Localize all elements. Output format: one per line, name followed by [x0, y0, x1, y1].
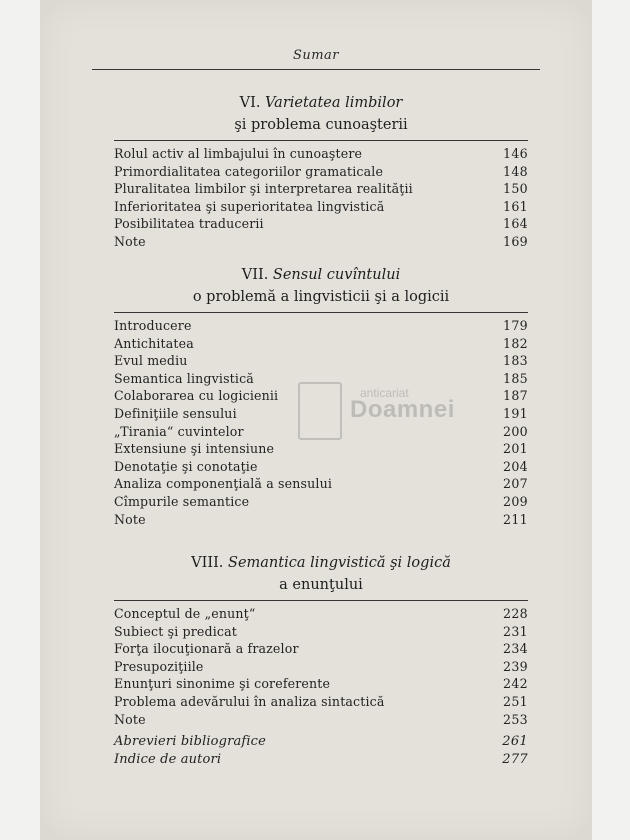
entry-title: Problema adevărului în analiza sintactică	[114, 693, 385, 709]
watermark-logo	[298, 378, 458, 458]
toc-entry[interactable]	[114, 163, 528, 181]
entry-page: 164	[503, 216, 528, 232]
entry-page: 148	[503, 163, 528, 179]
section-rule	[114, 600, 528, 601]
entry-page: 253	[503, 711, 528, 727]
toc-entry[interactable]	[114, 198, 528, 216]
toc-entry[interactable]	[114, 658, 528, 676]
toc-entry[interactable]	[114, 215, 528, 233]
toc-entry[interactable]	[114, 640, 528, 658]
entry-title: Pluralitatea limbilor şi interpretarea realităţii	[114, 181, 413, 197]
back-matter	[114, 733, 528, 769]
entry-page: 200	[503, 423, 528, 439]
entry-title: Note	[114, 511, 146, 527]
watermark-small-text: anticariat	[360, 386, 409, 400]
entry-title: Abrevieri bibliografice	[114, 734, 266, 749]
entry-title: Introducere	[114, 318, 192, 333]
entry-page: 150	[503, 181, 528, 197]
entry-page: 234	[503, 641, 528, 657]
toc-entry[interactable]	[114, 352, 528, 370]
section-title-line2: a enunţului	[279, 577, 363, 593]
toc-entry[interactable]	[114, 317, 528, 335]
entry-page: 169	[503, 233, 528, 249]
toc-entry[interactable]	[114, 233, 528, 251]
section-rule	[114, 140, 528, 141]
entry-title: Conceptul de „enunţ“	[114, 606, 256, 621]
section-number: VIII.	[191, 555, 224, 571]
book-page	[40, 0, 592, 840]
header-rule	[92, 69, 540, 70]
entry-page: 204	[503, 458, 528, 474]
entry-title: Extensiune şi intensiune	[114, 441, 275, 457]
entry-page: 182	[503, 335, 528, 351]
section-number: VII.	[241, 267, 269, 283]
entry-title: Antichitatea	[114, 335, 194, 351]
page-header: Sumar	[292, 48, 340, 63]
entry-page: 231	[503, 623, 528, 639]
entry-page: 242	[503, 676, 528, 692]
entry-title: Denotaţie şi conotaţie	[114, 458, 258, 474]
entry-title: Primordialitatea categoriilor gramaticale	[114, 163, 384, 179]
section-title	[114, 552, 528, 574]
section-title-line2: o problemă a lingvisticii şi a logicii	[192, 289, 450, 305]
entry-title: Posibilitatea traducerii	[114, 216, 264, 232]
entry-page: 161	[503, 198, 528, 214]
entry-page: 228	[503, 606, 528, 621]
entry-page: 146	[503, 146, 528, 161]
entry-page: 211	[503, 511, 528, 527]
entry-title: Inferioritatea şi superioritatea lingvistică	[114, 198, 385, 214]
toc-entry[interactable]	[114, 493, 528, 511]
entry-page: 207	[503, 476, 528, 492]
entry-page: 251	[503, 693, 528, 709]
entry-title: Colaborarea cu logicienii	[114, 388, 279, 404]
section-title	[114, 92, 528, 114]
toc-entry[interactable]	[114, 623, 528, 641]
entry-page: 185	[503, 370, 528, 386]
entry-title: Indice de autori	[114, 752, 222, 767]
toc-entry[interactable]	[114, 675, 528, 693]
section-title	[114, 264, 528, 286]
section-viii	[114, 552, 528, 728]
entry-title: „Tirania“ cuvintelor	[114, 423, 244, 439]
entry-page: 261	[502, 734, 528, 749]
entry-title: Definiţiile sensului	[114, 405, 237, 421]
toc-entry[interactable]	[114, 751, 528, 769]
entry-page: 201	[503, 441, 528, 457]
toc-entry[interactable]	[114, 605, 528, 623]
entry-title: Evul mediu	[114, 353, 188, 369]
section-title-line1: Sensul cuvîntului	[272, 267, 401, 283]
entry-page: 183	[503, 353, 528, 369]
entry-page: 209	[503, 493, 528, 509]
entry-page: 239	[503, 658, 528, 674]
entry-title: Enunţuri sinonime şi coreferente	[114, 676, 331, 692]
entry-page: 191	[503, 405, 528, 421]
section-number: VI.	[239, 95, 261, 111]
book-icon	[298, 382, 342, 440]
entry-title: Note	[114, 711, 146, 727]
entry-title: Rolul activ al limbajului în cunoaştere	[114, 146, 363, 161]
entry-title: Forţa ilocuţionară a frazelor	[114, 641, 299, 657]
entry-page: 179	[503, 318, 528, 333]
toc-entry[interactable]	[114, 335, 528, 353]
section-rule	[114, 312, 528, 313]
toc-entry[interactable]	[114, 693, 528, 711]
entry-title: Presupoziţiile	[114, 658, 204, 674]
toc-entry[interactable]	[114, 180, 528, 198]
entry-title: Note	[114, 233, 146, 249]
toc-entry[interactable]	[114, 475, 528, 493]
toc-entry[interactable]	[114, 145, 528, 163]
section-vi	[114, 92, 528, 251]
toc-entry[interactable]	[114, 458, 528, 476]
section-title-line1: Varietatea limbilor	[265, 95, 403, 111]
entry-title: Cîmpurile semantice	[114, 493, 250, 509]
toc-entry[interactable]	[114, 511, 528, 529]
toc-entry[interactable]	[114, 733, 528, 751]
watermark-big-text: Doamnei	[350, 396, 455, 423]
section-title-line1: Semantica lingvistică şi logică	[228, 555, 451, 571]
entry-page: 187	[503, 388, 528, 404]
section-title-line2: şi problema cunoaşterii	[234, 117, 408, 133]
entry-page: 277	[502, 752, 528, 767]
entry-title: Analiza componenţială a sensului	[114, 476, 333, 492]
toc-entry[interactable]	[114, 711, 528, 729]
entry-title: Subiect şi predicat	[114, 623, 237, 639]
entry-title: Semantica lingvistică	[114, 370, 254, 386]
